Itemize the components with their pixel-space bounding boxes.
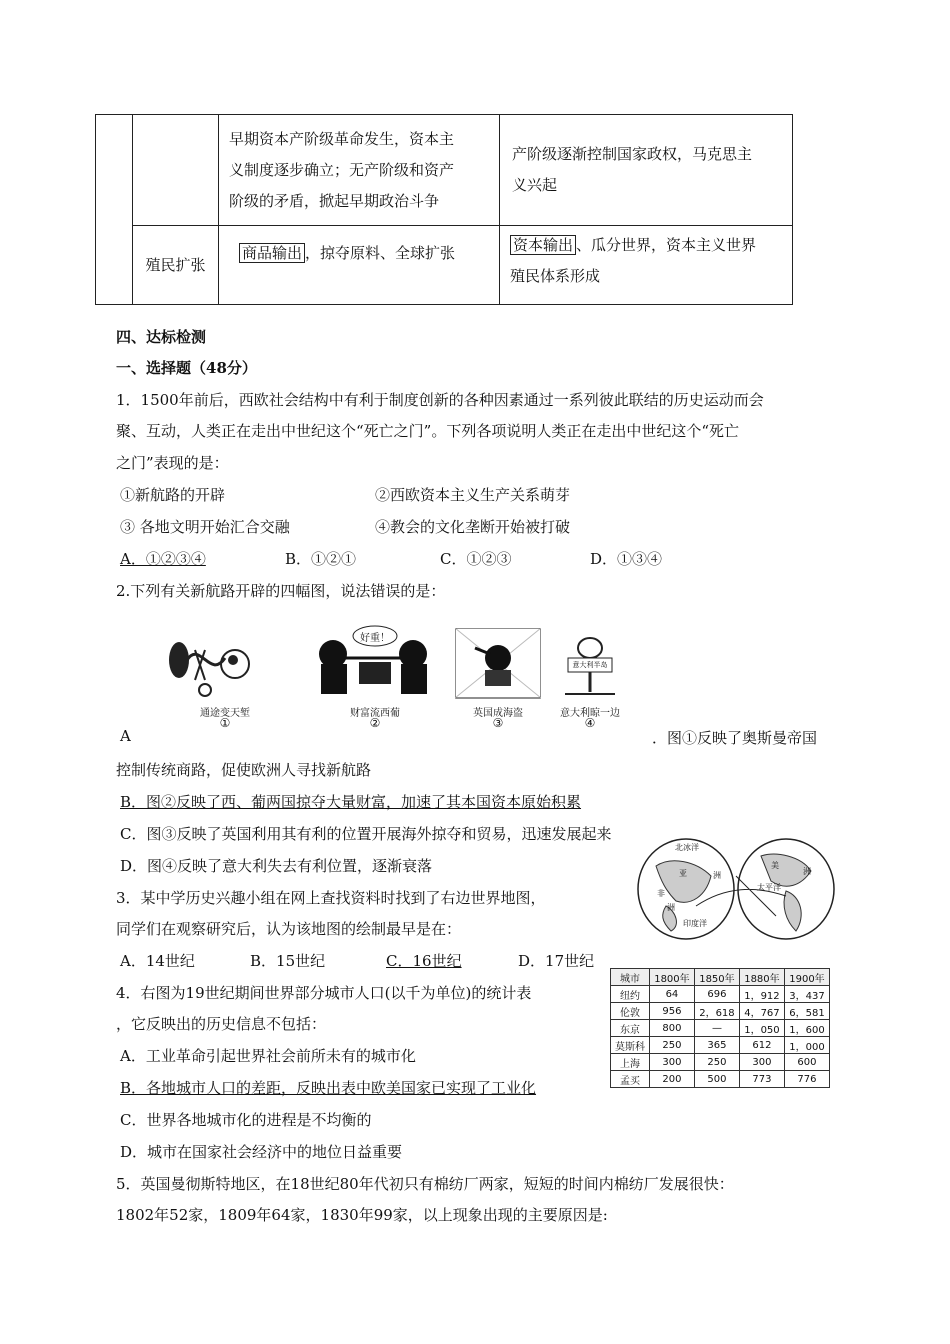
table-row <box>96 226 793 305</box>
table-cell: 600 <box>784 1054 829 1071</box>
cartoon-2-number: ② <box>369 716 381 730</box>
cartoon-4-sign: 意大利半岛 <box>572 661 608 669</box>
table-row <box>611 1071 830 1088</box>
header-cell: 1900年 <box>784 969 829 986</box>
header-cell: 1880年 <box>739 969 784 986</box>
cell-text: 产阶级逐渐控制国家政权，马克思主 <box>512 145 753 163</box>
table-cell: 250 <box>694 1054 739 1071</box>
cartoon-3-number: ③ <box>492 716 504 730</box>
cartoon-1-image <box>165 630 255 702</box>
q1-item: ③ 各地文明开始汇合交融 <box>120 518 290 536</box>
table-cell <box>133 226 219 305</box>
table-cell: 1，050 <box>739 1020 784 1037</box>
map-label: 印度洋 <box>683 919 707 928</box>
table-cell: 365 <box>694 1037 739 1054</box>
q3-stem-line: 同学们在观察研究后，认为该地图的绘制最早是在： <box>116 920 462 938</box>
q4-stem-line: 4．右图为19世纪期间世界部分城市人口(以千为单位)的统计表 <box>116 984 532 1002</box>
table-cell: 300 <box>739 1054 784 1071</box>
table-cell <box>133 115 219 226</box>
table-cell <box>219 115 500 226</box>
cell-text: 殖民扩张 <box>145 255 206 274</box>
q2-option-c: C．图③反映了英国利用其有利的位置开展海外掠夺和贸易，迅速发展起来 <box>120 825 612 843</box>
q2-option-b: B．图②反映了西、葡两国掠夺大量财富，加速了其本国资本原始积累 <box>120 793 582 811</box>
q4-stem-line: ，它反映出的历史信息不包括： <box>116 1015 327 1033</box>
cartoon-2-caption: 财富流西葡 <box>350 708 400 719</box>
table-cell: 1，912 <box>739 986 784 1003</box>
table-cell: 696 <box>694 986 739 1003</box>
cartoon-4-number: ④ <box>584 716 596 730</box>
table-cell: 2，618 <box>694 1003 739 1020</box>
boxed-term: 商品输出 <box>239 243 305 263</box>
table-row <box>611 1020 830 1037</box>
population-table <box>610 968 830 1088</box>
q3-option-b: B．15世纪 <box>250 952 326 970</box>
table-cell: 莫斯科 <box>611 1037 650 1054</box>
table-cell: — <box>694 1020 739 1037</box>
map-label: 北冰洋 <box>675 843 699 852</box>
map-label: 洲 <box>667 903 675 912</box>
q1-stem-line: 聚、互动，人类正在走出中世纪这个“死亡之门”。下列各项说明人类正在走出中世纪这个“死亡 <box>116 422 740 440</box>
cartoon-3-caption: 英国成海盗 <box>473 708 523 719</box>
map-label: 非 <box>657 889 665 898</box>
q5-stem-line: 1802年52家，1809年64家，1830年99家，以上现象出现的主要原因是: <box>116 1206 608 1224</box>
q4-option-b: B．各地城市人口的差距，反映出表中欧美国家已实现了工业化 <box>120 1079 537 1097</box>
cell-text: 、瓜分世界，资本主义世界 <box>576 236 757 254</box>
subsection-title: 一、选择题（48分） <box>116 359 257 377</box>
q1-option-c: C．①②③ <box>440 550 512 568</box>
table-cell: 东京 <box>611 1020 650 1037</box>
cartoon-2-bubble: 好重！ <box>360 633 390 644</box>
table-cell: 800 <box>649 1020 694 1037</box>
table-row <box>96 115 793 226</box>
table-cell: 776 <box>784 1071 829 1088</box>
q1-option-a: A．①②③④ <box>120 550 206 568</box>
map-label: 美 <box>771 861 779 870</box>
cell-text: ，掠夺原料、全球扩张 <box>305 244 456 262</box>
table-row <box>611 986 830 1003</box>
table-cell: 773 <box>739 1071 784 1088</box>
summary-table <box>95 114 793 305</box>
cartoon-1-caption: 通途变天堑 <box>200 708 250 719</box>
table-cell <box>500 226 793 305</box>
header-cell: 城市 <box>611 969 650 986</box>
q3-stem-line: 3．某中学历史兴趣小组在网上查找资料时找到了右边世界地图， <box>116 889 546 907</box>
boxed-term: 资本输出 <box>510 235 576 255</box>
header-cell: 1850年 <box>694 969 739 986</box>
table-cell: 1，600 <box>784 1020 829 1037</box>
q2-option-a-cont: 控制传统商路，促使欧洲人寻找新航路 <box>116 761 372 779</box>
q4-option-a: A．工业革命引起世界社会前所未有的城市化 <box>120 1047 416 1065</box>
table-cell: 伦敦 <box>611 1003 650 1020</box>
table-cell: 956 <box>649 1003 694 1020</box>
q3-option-d: D．17世纪 <box>518 952 595 970</box>
q2-option-d: D．图④反映了意大利失去有利位置，逐渐衰落 <box>120 857 433 875</box>
q1-stem-line: 之门”表现的是： <box>116 454 229 472</box>
table-cell: 612 <box>739 1037 784 1054</box>
cartoon-1-number: ① <box>219 716 231 730</box>
table-cell: 200 <box>649 1071 694 1088</box>
q2-option-a: ．图①反映了奥斯曼帝国 <box>652 729 818 747</box>
q5-stem-line: 5．英国曼彻斯特地区，在18世纪80年代初只有棉纺厂两家，短短的时间内棉纺厂发展很快： <box>116 1175 734 1193</box>
map-label: 亚 <box>679 869 687 878</box>
q2-option-a-letter: A <box>120 727 131 745</box>
table-cell: 300 <box>649 1054 694 1071</box>
table-cell: 孟买 <box>611 1071 650 1088</box>
section-title: 四、达标检测 <box>116 328 207 346</box>
map-label: 洲 <box>803 867 811 876</box>
table-cell: 3，437 <box>784 986 829 1003</box>
cartoon-4-caption: 意大利晾一边 <box>560 708 620 719</box>
cell-text: 义兴起 <box>512 176 558 194</box>
cartoon-strip <box>165 624 635 736</box>
q1-item: ④教会的文化垄断开始被打破 <box>375 518 571 536</box>
cell-text: 义制度逐步确立；无产阶级和资产 <box>229 160 455 179</box>
table-cell: 纽约 <box>611 986 650 1003</box>
q1-stem-line: 1．1500年前后，西欧社会结构中有利于制度创新的各种因素通过一系列彼此联结的历史运动而会 <box>116 391 764 409</box>
table-cell <box>500 115 793 226</box>
table-cell <box>96 115 133 305</box>
table-cell: 64 <box>649 986 694 1003</box>
q3-option-a: A．14世纪 <box>120 952 195 970</box>
q2-stem: 2.下列有关新航路开辟的四幅图，说法错误的是： <box>116 582 446 600</box>
q4-option-c: C．世界各地城市化的进程是不均衡的 <box>120 1111 372 1129</box>
q1-option-b: B．①②① <box>285 550 357 568</box>
q1-item: ②西欧资本主义生产关系萌芽 <box>375 486 571 504</box>
table-cell: 6，581 <box>784 1003 829 1020</box>
cell-text: 阶级的矛盾，掀起早期政治斗争 <box>229 191 440 210</box>
q3-option-c: C．16世纪 <box>386 952 462 970</box>
table-cell: 1，000 <box>784 1037 829 1054</box>
q1-option-d: D．①③④ <box>590 550 663 568</box>
cell-text: 早期资本产阶级革命发生，资本主 <box>229 129 455 148</box>
q1-item: ①新航路的开辟 <box>120 486 226 504</box>
table-row <box>611 1054 830 1071</box>
table-row <box>611 1037 830 1054</box>
table-header-row <box>611 969 830 986</box>
cell-text: 殖民体系形成 <box>510 267 601 285</box>
map-label: 洲 <box>713 871 721 880</box>
table-row <box>611 1003 830 1020</box>
table-cell: 500 <box>694 1071 739 1088</box>
table-cell <box>219 226 500 305</box>
q4-option-d: D．城市在国家社会经济中的地位日益重要 <box>120 1143 403 1161</box>
table-cell: 4，767 <box>739 1003 784 1020</box>
table-cell: 250 <box>649 1037 694 1054</box>
header-cell: 1800年 <box>649 969 694 986</box>
table-cell: 上海 <box>611 1054 650 1071</box>
map-label: 太平洋 <box>757 883 781 892</box>
cartoon-3-image <box>455 628 541 700</box>
